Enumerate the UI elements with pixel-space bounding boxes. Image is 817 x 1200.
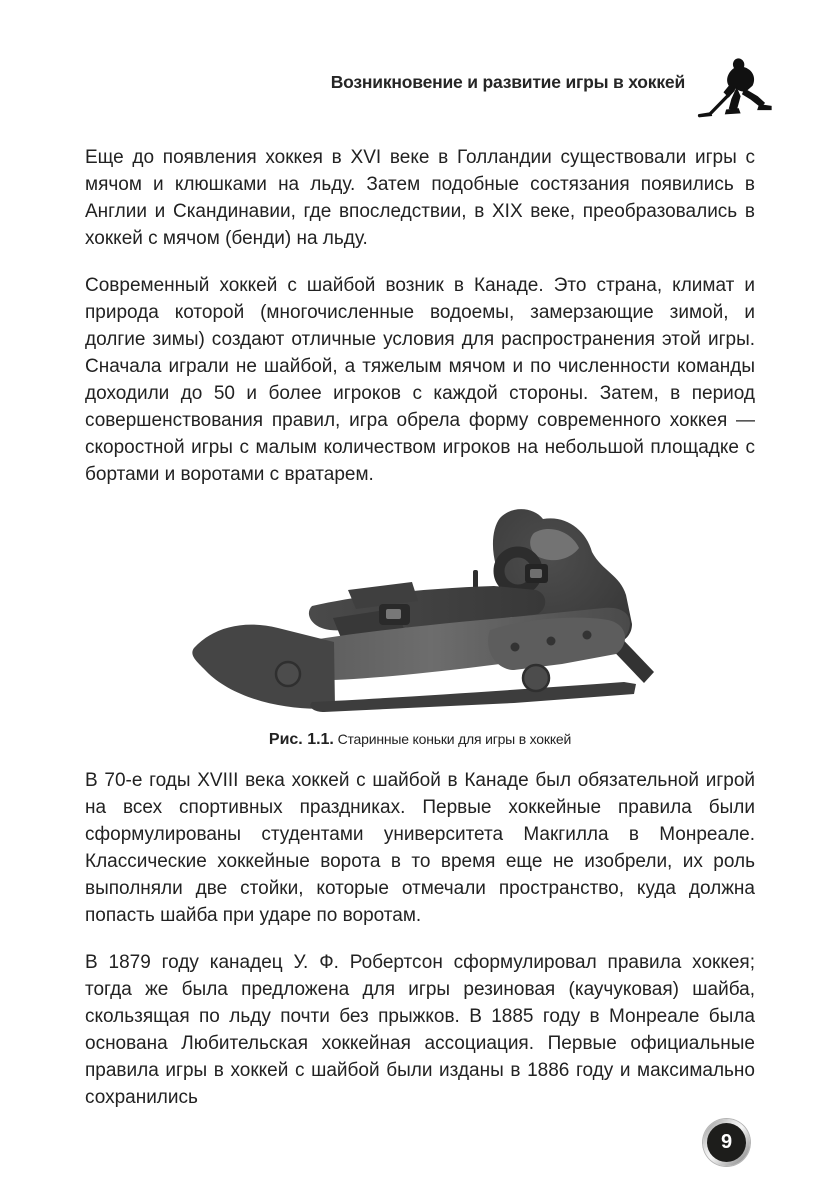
page-number: 9 <box>720 1130 733 1153</box>
paragraph-rules: В 70-е годы XVIII века хоккей с шайбой в Канаде был обязательной игрой на всех спортивных праздниках. Первые хоккейные правила были сформулированы студентами университета Макгилла в Монреале. Классические хоккейные ворота в то время еще не изобрели, их роль выполняли две стойки, которые отмечали пространство, куда должна попасть шайба при ударе по воротам. <box>85 770 755 926</box>
hockey-player-icon <box>695 56 777 122</box>
puck-icon <box>707 1123 746 1162</box>
antique-skates-image <box>184 508 656 718</box>
figure-caption-text: Старинные коньки для игры в хоккей <box>337 731 572 747</box>
paragraph-canada: Современный хоккей с шайбой возник в Канаде. Это страна, климат и природа которой (многочисленные водоемы, замерзающие зимой, и долгие зимы) создают отличные условия для распространения этой игры. Сначала играли не шайбой, а тяжелым мячом и по численности команды доходили до 50 и более игроков с каждой стороны. Затем, в период совершенствования правил, игра обрела форму современного хоккея — скоростной игры с малым количеством игроков на небольшой площадке с бортами и воротами с вратарем. <box>85 275 755 485</box>
figure-antique-skates <box>85 508 755 749</box>
page-body <box>85 144 755 1131</box>
figure-caption-label: Рис. 1.1. <box>268 731 334 748</box>
page-number-badge <box>703 1119 750 1166</box>
figure-caption <box>85 731 755 749</box>
paragraph-origins: Еще до появления хоккея в XVI веке в Голландии существовали игры с мячом и клюшками на льду. Затем подобные состязания появились в Англии и Скандинавии, где впоследствии, в XIX веке, преобразовались в хоккей с мячом (бенди) на льду. <box>85 147 755 249</box>
chapter-title: Возникновение и развитие игры в хоккей <box>330 71 685 92</box>
paragraph-robertson: В 1879 году канадец У. Ф. Робертсон сформулировал правила хоккея; тогда же была предложена для игры резиновая (каучуковая) шайба, скользящая по льду почти без прыжков. В 1885 году в Монреале была основана Любительская хоккейная ассоциация. Первые официальные правила игры в хоккей с шайбой были изданы в 1886 году и максимально сохранились <box>85 952 755 1108</box>
running-head <box>0 56 777 122</box>
